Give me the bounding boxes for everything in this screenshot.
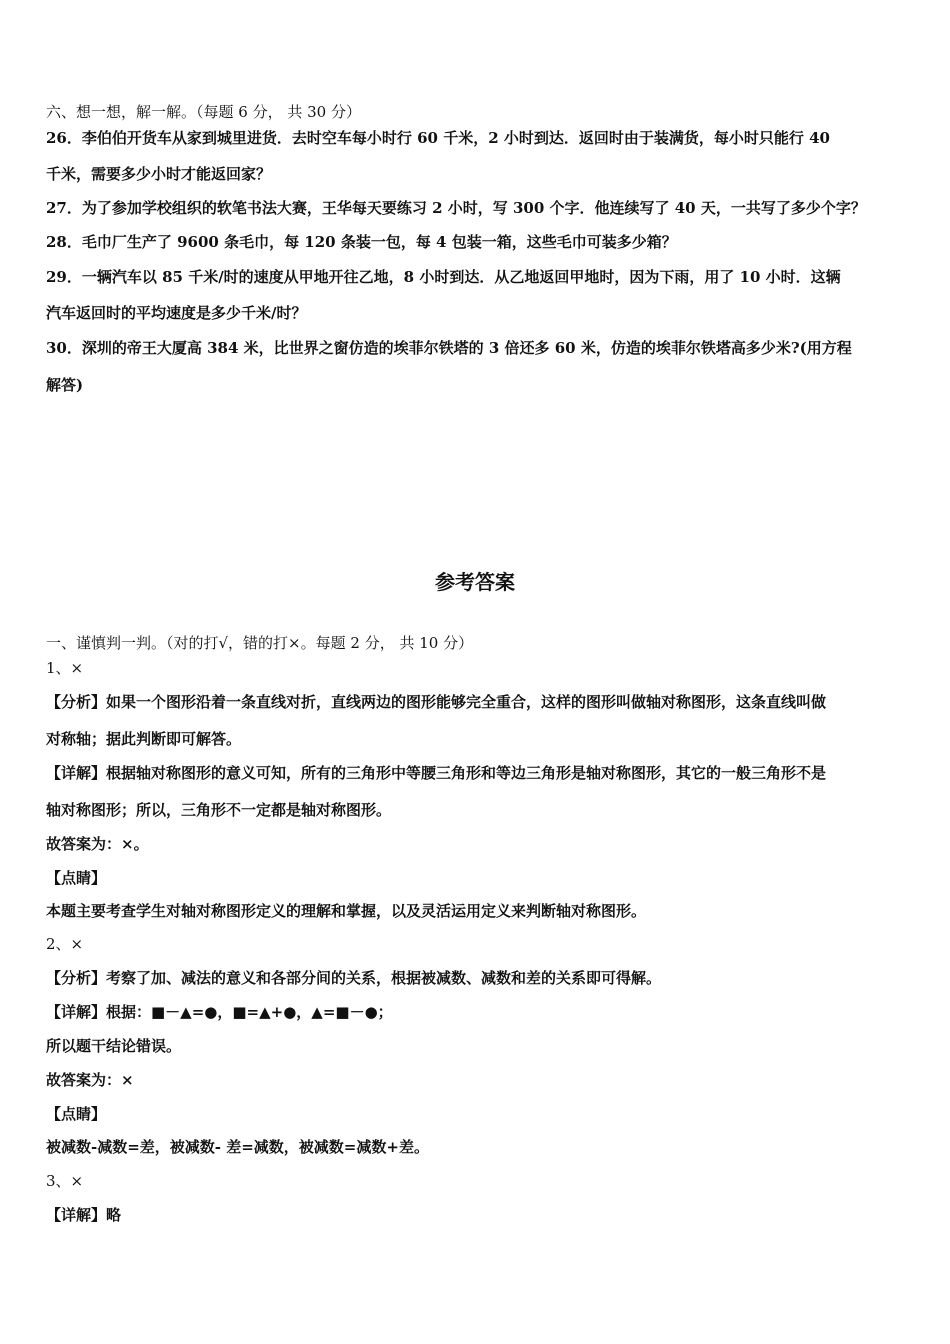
question-26-line1: 26．李伯伯开货车从家到城里进货．去时空车每小时行 60 千米，2 小时到达．返回时由于装满货，每小时只能行 40	[46, 129, 830, 147]
answer-2-comment-label: 【点睛】	[46, 1105, 107, 1123]
answer-2-comment: 被减数-减数=差，被减数- 差=减数，被减数=减数+差。	[46, 1138, 429, 1156]
answer-1-comment: 本题主要考查学生对轴对称图形定义的理解和掌握，以及灵活运用定义来判断轴对称图形。	[46, 902, 647, 920]
question-29-line2: 汽车返回时的平均速度是多少千米/时？	[46, 304, 307, 322]
answer-1-comment-label: 【点睛】	[46, 869, 107, 887]
answer-2-analysis: 【分析】考察了加、减法的意义和各部分间的关系，根据被减数、减数和差的关系即可得解。	[46, 969, 662, 987]
question-30-line1: 30．深圳的帝王大厦高 384 米，比世界之窗仿造的埃菲尔铁塔的 3 倍还多 60 米，仿造的埃菲尔铁塔高多少米?(用方程	[46, 339, 852, 357]
answer-2-detail-line2: 所以题干结论错误。	[46, 1037, 182, 1055]
section6-heading: 六、想一想，解一解。（每题 6 分， 共 30 分）	[46, 103, 361, 121]
answers-section1-heading: 一、谨慎判一判。（对的打√，错的打×。每题 2 分， 共 10 分）	[46, 634, 474, 652]
question-28: 28．毛巾厂生产了 9600 条毛巾，每 120 条装一包，每 4 包装一箱，这些毛巾可装多少箱？	[46, 233, 677, 251]
answer-2-number: 2、×	[46, 935, 84, 953]
answer-1-number: 1、×	[46, 659, 84, 677]
answer-1-detail-line1: 【详解】根据轴对称图形的意义可知，所有的三角形中等腰三角形和等边三角形是轴对称图形，其它的一般三角形不是	[46, 764, 827, 782]
question-27: 27．为了参加学校组织的软笔书法大赛，王华每天要练习 2 小时，写 300 个字．他连续写了 40 天，一共写了多少个字？	[46, 199, 866, 217]
answer-2-conclusion: 故答案为：×	[46, 1071, 134, 1089]
answer-1-analysis-line1: 【分析】如果一个图形沿着一条直线对折，直线两边的图形能够完全重合，这样的图形叫做轴对称图形，这条直线叫做	[46, 693, 827, 711]
answer-3-detail: 【详解】略	[46, 1206, 122, 1224]
answers-title: 参考答案	[435, 570, 515, 594]
question-29-line1: 29．一辆汽车以 85 千米/时的速度从甲地开往乙地，8 小时到达．从乙地返回甲地时，因为下雨，用了 10 小时．这辆	[46, 268, 841, 286]
answer-1-conclusion: 故答案为：×。	[46, 835, 149, 853]
answer-1-detail-line2: 轴对称图形；所以，三角形不一定都是轴对称图形。	[46, 801, 392, 819]
question-26-line2: 千米，需要多少小时才能返回家？	[46, 165, 272, 183]
question-30-line2: 解答)	[46, 376, 84, 394]
answer-2-detail: 【详解】根据：■－▲=●，■=▲+●，▲=■－●；	[46, 1003, 393, 1021]
answer-3-number: 3、×	[46, 1172, 84, 1190]
answer-1-analysis-line2: 对称轴；据此判断即可解答。	[46, 730, 242, 748]
